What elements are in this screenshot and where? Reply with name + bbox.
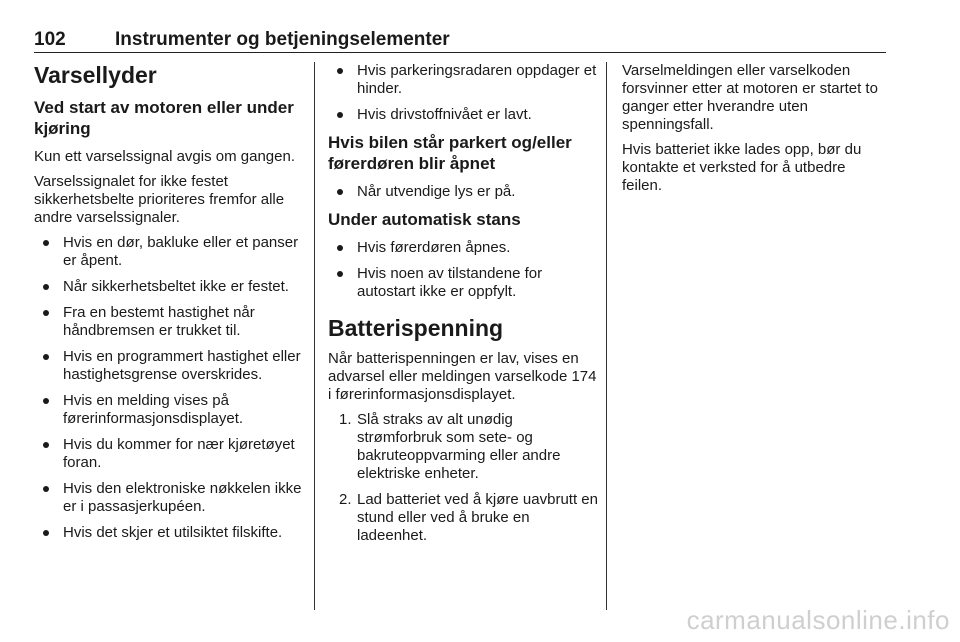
bullet-list — [34, 234, 302, 542]
bullet-list — [328, 62, 598, 124]
step-number: 1. — [339, 411, 352, 428]
list-item: Hvis drivstoffnivået er lavt. — [328, 106, 598, 124]
list-item: Hvis en dør, bakluke eller et panser er åpent. — [34, 234, 302, 270]
list-item — [328, 411, 598, 483]
numbered-list — [328, 411, 598, 545]
list-item: Hvis den elektroniske nøkkelen ikke er i passasjerkupéen. — [34, 480, 302, 516]
page-header — [34, 30, 886, 53]
step-number: 2. — [339, 491, 352, 508]
paragraph: Hvis batteriet ikke lades opp, bør du kontakte et verksted for å utbedre feilen. — [622, 141, 862, 194]
column-divider-1 — [314, 62, 315, 610]
list-item: Hvis parkeringsradaren oppdager et hinder. — [328, 62, 598, 98]
page-number: 102 — [34, 29, 66, 50]
watermark: carmanualsonline.info — [686, 605, 950, 635]
list-item: Fra en bestemt hastighet når håndbremsen er trukket til. — [34, 304, 302, 340]
list-item: Når utvendige lys er på. — [328, 183, 598, 201]
list-item — [328, 491, 598, 545]
column-1 — [34, 62, 302, 550]
list-item: Hvis noen av tilstandene for autostart ikke er oppfylt. — [328, 265, 598, 301]
list-item: Hvis førerdøren åpnes. — [328, 239, 598, 257]
list-item: Når sikkerhetsbeltet ikke er festet. — [34, 278, 302, 296]
column-2 — [328, 62, 598, 553]
bullet-list — [328, 183, 598, 201]
paragraph: Når batterispenningen er lav, vises en advarsel eller meldingen varselkode 174 i førerinformasjonsdisplayet. — [328, 350, 597, 403]
paragraph: Varselssignalet for ikke festet sikkerhetsbelte prioriteres fremfor alle andre varselssignaler. — [34, 173, 285, 226]
column-divider-2 — [606, 62, 607, 610]
subheading-autostop: Under automatisk stans — [328, 210, 521, 229]
paragraph: Varselmeldingen eller varselkoden forsvinner etter at motoren er startet to ganger etter hverandre uten spenningsfall. — [622, 62, 878, 133]
column-3 — [622, 62, 888, 202]
section-heading-batterispenning: Batterispenning — [328, 315, 504, 341]
paragraph: Kun ett varselssignal avgis om gangen. — [34, 148, 295, 165]
step-text: Slå straks av alt unødig strømforbruk som sete- og bakruteoppvarming eller andre elektriske enheter. — [357, 411, 561, 482]
subheading-start-driving: Ved start av motoren eller under kjøring — [34, 98, 294, 138]
list-item: Hvis det skjer et utilsiktet filskifte. — [34, 524, 302, 542]
list-item: Hvis du kommer for nær kjøretøyet foran. — [34, 436, 302, 472]
step-text: Lad batteriet ved å kjøre uavbrutt en stund eller ved å bruke en ladeenhet. — [357, 491, 598, 544]
page-title: Instrumenter og betjeningselementer — [115, 29, 450, 50]
list-item: Hvis en programmert hastighet eller hastighetsgrense overskrides. — [34, 348, 302, 384]
list-item: Hvis en melding vises på førerinformasjonsdisplayet. — [34, 392, 302, 428]
bullet-list — [328, 239, 598, 301]
section-heading-varsellyder: Varsellyder — [34, 62, 157, 88]
subheading-parked: Hvis bilen står parkert og/eller førerdøren blir åpnet — [328, 133, 572, 173]
